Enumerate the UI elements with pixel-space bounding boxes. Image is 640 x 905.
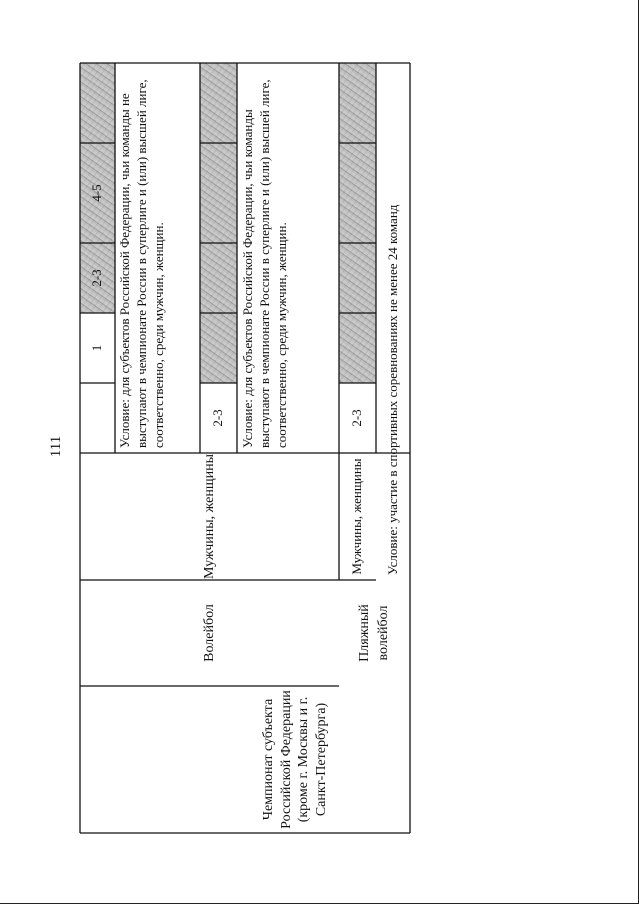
value-beach-c1: 2-3 [349, 409, 365, 427]
gender-volleyball: Мужчины, женщины [201, 453, 217, 580]
sport-beach-volleyball: Пляжный волейбол [357, 604, 391, 662]
value-volleyball-r1-c1: 1 [89, 344, 105, 352]
page-number: 111 [48, 435, 65, 458]
condition-volleyball-r1: Условие: для субъектов Российской Федерации, чьи команды не выступают в чемпионате России в суперлиге и (или) высшей лиге, соответственно, среди мужчин, женщин. [117, 79, 166, 448]
condition-beach-volleyball: Условие: участие в спортивных соревнованиях не менее 24 команд [384, 204, 400, 575]
value-volleyball-r2-c1: 2-3 [210, 409, 226, 427]
sport-volleyball: Волейбол [201, 604, 217, 662]
rotated-table [80, 63, 410, 833]
condition-volleyball-r2: Условие: для субъектов Российской Федерации, чьи команды выступают в чемпионате России в суперлиге и (или) высшей лиге, соответственно, среди мужчин, женщин. [240, 79, 289, 448]
competition-cell: Чемпионат субъекта Российской Федерации (кроме г. Москвы и г. Санкт-Петербурга) [261, 690, 329, 829]
value-volleyball-r1-c2: 2-3 [89, 269, 105, 287]
value-volleyball-r1-c3: 4-5 [89, 184, 105, 202]
gender-beach-volleyball: Мужчины, женщины [349, 458, 365, 575]
